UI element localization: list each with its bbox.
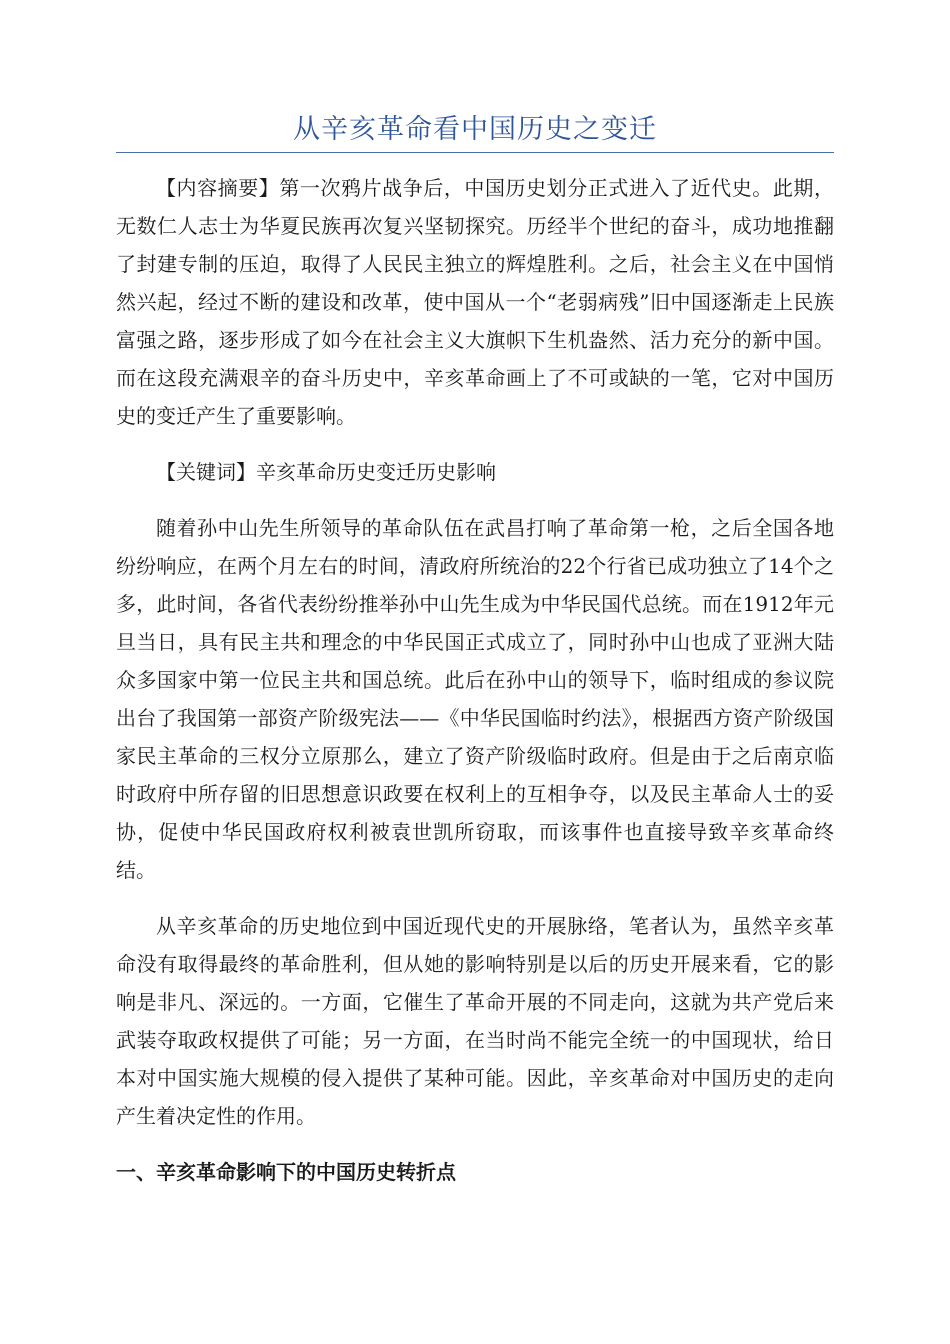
- keywords-line: 【关键词】辛亥革命历史变迁历史影响: [156, 460, 496, 484]
- title-underline: [116, 152, 834, 153]
- document-title: 从辛亥革命看中国历史之变迁: [293, 114, 657, 145]
- section-heading: 一、辛亥革命影响下的中国历史转折点: [116, 1160, 456, 1184]
- abstract-paragraph: 【内容摘要】第一次鸦片战争后，中国历史划分正式进入了近代史。此期，无数仁人志士为华夏民族再次复兴坚韧探究。历经半个世纪的奋斗，成功地推翻了封建专制的压迫，取得了人民民主独立的辉煌胜利。之后，社会主义在中国悄然兴起，经过不断的建设和改革，使中国从一个“老弱病残”旧中国逐渐走上民族富强之路，逐步形成了如今在社会主义大旗帜下生机盎然、活力充分的新中国。而在这段充满艰辛的奋斗历史中，辛亥革命画上了不可或缺的一笔，它对中国历史的变迁产生了重要影响。: [116, 176, 834, 428]
- body-paragraph-2: 从辛亥革命的历史地位到中国近现代史的开展脉络，笔者认为，虽然辛亥革命没有取得最终的革命胜利，但从她的影响特别是以后的历史开展来看，它的影响是非凡、深远的。一方面，它催生了革命开展的不同走向，这就为共产党后来武装夺取政权提供了可能；另一方面，在当时尚不能完全统一的中国现状，给日本对中国实施大规模的侵入提供了某种可能。因此，辛亥革命对中国历史的走向产生着决定性的作用。: [116, 914, 834, 1128]
- body-paragraph-1: 随着孙中山先生所领导的革命队伍在武昌打响了革命第一枪，之后全国各地纷纷响应，在两个月左右的时间，清政府所统治的22个行省已成功独立了14个之多，此时间，各省代表纷纷推举孙中山先生成为中华民国代总统。而在1912年元旦当日，具有民主共和理念的中华民国正式成立了，同时孙中山也成了亚洲大陆众多国家中第一位民主共和国总统。此后在孙中山的领导下，临时组成的参议院出台了我国第一部资产阶级宪法——《中华民国临时约法》，根据西方资产阶级国家民主革命的三权分立原那么，建立了资产阶级临时政府。但是由于之后南京临时政府中所存留的旧思想意识政要在权利上的互相争夺，以及民主革命人士的妥协，促使中华民国政府权利被袁世凯所窃取，而该事件也直接导致辛亥革命终结。: [116, 516, 834, 882]
- document-page: [116, 110, 834, 1191]
